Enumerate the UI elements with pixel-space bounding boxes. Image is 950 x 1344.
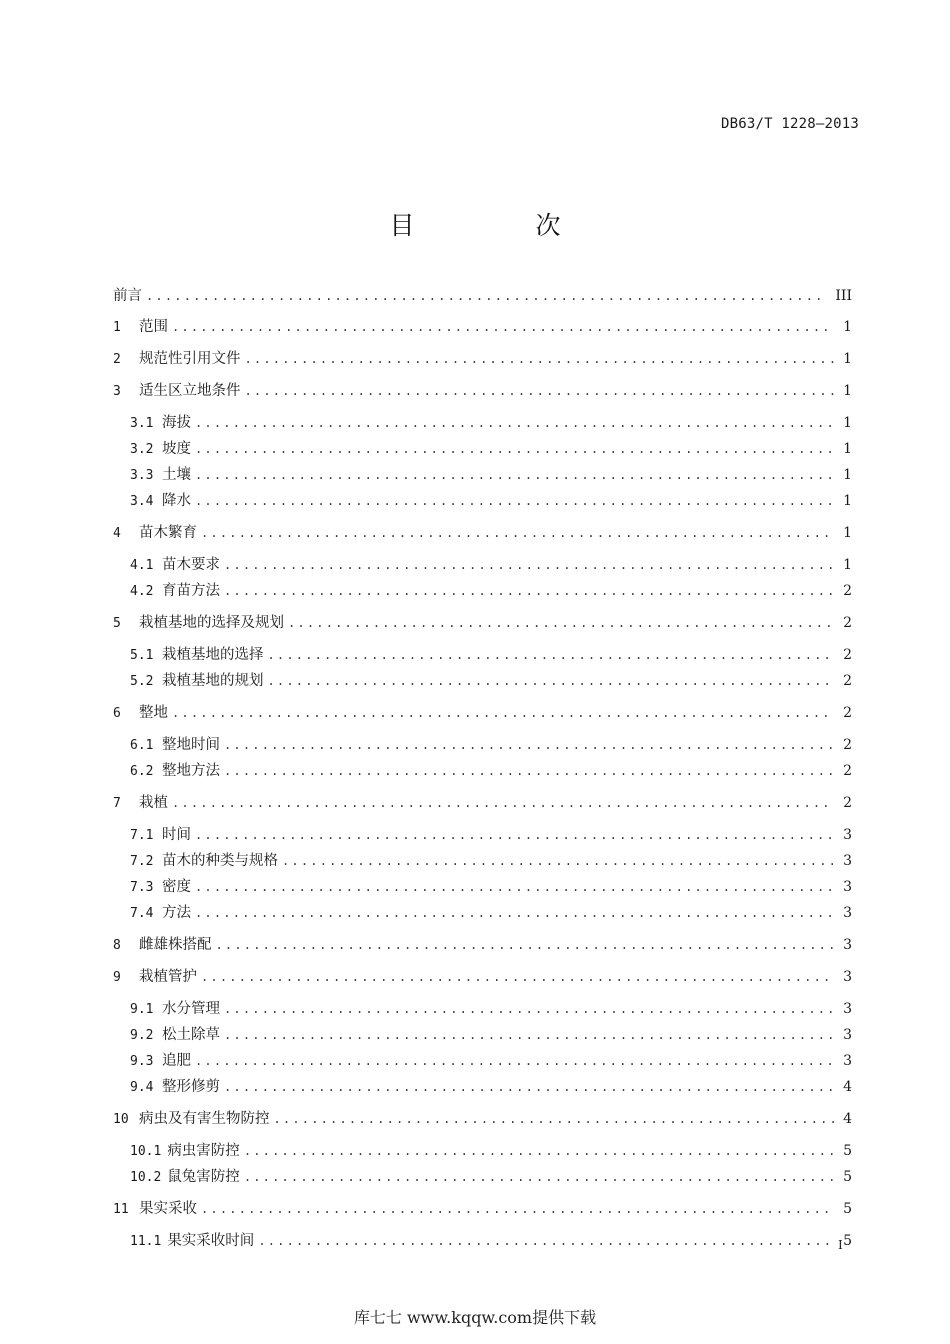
toc-entry-page: 1 — [843, 441, 852, 457]
toc-entry[interactable] — [113, 1025, 852, 1046]
toc-entry-number: 5.1 — [130, 648, 154, 663]
toc-entry[interactable] — [113, 465, 852, 486]
toc-dot-leader — [224, 735, 834, 755]
toc-dot-leader — [224, 999, 834, 1019]
toc-entry-page: 1 — [843, 493, 852, 509]
toc-entry[interactable] — [113, 825, 852, 846]
toc-entry-label: 栽植基地的选择 — [162, 647, 264, 663]
toc-entry-number: 3.3 — [130, 468, 154, 483]
toc-entry[interactable] — [113, 903, 852, 924]
toc-entry-number: 3.4 — [130, 494, 154, 509]
toc-entry-page: 3 — [843, 969, 852, 985]
toc-entry[interactable] — [113, 1231, 852, 1252]
toc-dot-leader — [224, 555, 834, 575]
toc-entry[interactable] — [113, 967, 852, 988]
toc-entry-number: 9.2 — [130, 1028, 154, 1043]
toc-entry-page: 4 — [843, 1079, 852, 1095]
toc-entry-label: 栽植基地的选择及规划 — [139, 615, 284, 631]
toc-entry-page: 1 — [843, 383, 852, 399]
toc-entry[interactable] — [113, 703, 852, 724]
toc-entry[interactable] — [113, 877, 852, 898]
toc-entry-number: 11.1 — [130, 1234, 162, 1249]
toc-entry-label: 病虫害防控 — [167, 1143, 240, 1159]
toc-dot-leader — [195, 465, 834, 485]
toc-entry[interactable] — [113, 851, 852, 872]
toc-entry[interactable] — [113, 613, 852, 634]
toc-entry-label: 时间 — [162, 827, 191, 843]
toc-entry-number: 3.1 — [130, 416, 154, 431]
toc-entry-number: 7.1 — [130, 828, 154, 843]
toc-entry[interactable] — [113, 1199, 852, 1220]
toc-entry-page: 1 — [843, 415, 852, 431]
toc-dot-leader — [172, 317, 834, 337]
toc-entry-label: 整地 — [139, 705, 168, 721]
toc-dot-leader — [146, 286, 827, 306]
toc-entry-page: 1 — [843, 525, 852, 541]
toc-entry-page: 1 — [843, 351, 852, 367]
toc-entry-number: 9 — [113, 970, 121, 985]
toc-entry[interactable] — [113, 1051, 852, 1072]
toc-entry-number: 1 — [113, 320, 121, 335]
toc-dot-leader — [282, 851, 834, 871]
toc-entry-label: 土壤 — [162, 467, 191, 483]
toc-entry[interactable] — [113, 349, 852, 370]
toc-entry-number: 7.4 — [130, 906, 154, 921]
toc-entry[interactable] — [113, 761, 852, 782]
toc-entry-label: 密度 — [162, 879, 191, 895]
toc-entry-number: 10 — [113, 1112, 129, 1127]
toc-dot-leader — [245, 349, 835, 369]
toc-entry[interactable] — [113, 935, 852, 956]
toc-entry-page: 1 — [843, 467, 852, 483]
page-number: I — [838, 1238, 843, 1252]
toc-entry-label: 规范性引用文件 — [139, 351, 241, 367]
toc-entry-page: 5 — [843, 1169, 852, 1185]
toc-entry-number: 9.4 — [130, 1080, 154, 1095]
toc-entry[interactable] — [113, 381, 852, 402]
toc-dot-leader — [244, 1167, 834, 1187]
toc-dot-leader — [274, 1109, 835, 1129]
toc-dot-leader — [195, 439, 834, 459]
toc-entry-label: 坡度 — [162, 441, 191, 457]
toc-entry-label: 整地时间 — [162, 737, 220, 753]
toc-entry-page: 5 — [843, 1233, 852, 1249]
toc-entry-label: 苗木的种类与规格 — [162, 853, 278, 869]
toc-entry-number: 10.2 — [130, 1170, 162, 1185]
toc-dot-leader — [195, 413, 834, 433]
toc-entry-number: 4.1 — [130, 558, 154, 573]
toc-entry-number: 6 — [113, 706, 121, 721]
toc-entry[interactable] — [113, 1141, 852, 1162]
toc-dot-leader — [195, 825, 834, 845]
toc-entry-page: 2 — [843, 763, 852, 779]
toc-entry-number: 4.2 — [130, 584, 154, 599]
toc-entry-page: 3 — [843, 853, 852, 869]
toc-entry-page: 2 — [843, 647, 852, 663]
toc-entry-page: 3 — [843, 1053, 852, 1069]
toc-entry-number: 7.3 — [130, 880, 154, 895]
toc-dot-leader — [216, 935, 835, 955]
footer-download-note: 库七七 www.kqqw.com提供下载 — [353, 1308, 597, 1327]
toc-entry[interactable] — [113, 317, 852, 338]
toc-dot-leader — [201, 1199, 834, 1219]
toc-entry-label: 果实采收时间 — [167, 1233, 255, 1249]
toc-entry[interactable] — [113, 523, 852, 544]
toc-entry[interactable] — [113, 1077, 852, 1098]
table-of-contents — [113, 286, 852, 1252]
toc-entry-number: 9.3 — [130, 1054, 154, 1069]
toc-entry-label: 栽植 — [139, 795, 168, 811]
document-code: DB63/T 1228—2013 — [720, 116, 859, 132]
toc-dot-leader — [172, 703, 834, 723]
toc-entry-page: 3 — [843, 905, 852, 921]
toc-dot-leader — [245, 381, 835, 401]
toc-dot-leader — [224, 1077, 834, 1097]
toc-entry-number: 5 — [113, 616, 121, 631]
toc-entry[interactable] — [113, 1167, 852, 1188]
toc-entry-label: 雌雄株搭配 — [139, 937, 212, 953]
toc-entry-page: 3 — [843, 937, 852, 953]
toc-entry-label: 育苗方法 — [162, 583, 220, 599]
toc-entry-page: 4 — [843, 1111, 852, 1127]
toc-entry[interactable] — [113, 581, 852, 602]
toc-entry-number: 3 — [113, 384, 121, 399]
toc-entry[interactable] — [113, 439, 852, 460]
toc-entry-page: 3 — [843, 879, 852, 895]
toc-entry-label: 整地方法 — [162, 763, 220, 779]
toc-dot-leader — [224, 1025, 834, 1045]
toc-entry-label: 松土除草 — [162, 1027, 220, 1043]
toc-entry-page: 3 — [843, 827, 852, 843]
toc-entry-label: 栽植基地的规划 — [162, 673, 264, 689]
toc-entry-page: 2 — [843, 795, 852, 811]
toc-entry[interactable] — [113, 999, 852, 1020]
toc-entry[interactable] — [113, 555, 852, 576]
toc-entry-page: 5 — [843, 1143, 852, 1159]
toc-entry-page: 2 — [843, 673, 852, 689]
toc-entry-number: 11 — [113, 1202, 129, 1217]
toc-entry-page: 2 — [843, 705, 852, 721]
toc-dot-leader — [201, 967, 834, 987]
toc-entry-page: 5 — [843, 1201, 852, 1217]
toc-dot-leader — [288, 613, 834, 633]
toc-entry-number: 9.1 — [130, 1002, 154, 1017]
toc-dot-leader — [224, 761, 834, 781]
toc-entry[interactable] — [113, 1109, 852, 1130]
toc-dot-leader — [268, 671, 835, 691]
toc-dot-leader — [195, 877, 834, 897]
toc-entry[interactable] — [113, 671, 852, 692]
toc-entry-page: 2 — [843, 583, 852, 599]
toc-dot-leader — [258, 1231, 834, 1251]
toc-entry-page: 3 — [843, 1001, 852, 1017]
toc-entry-page: III — [835, 288, 852, 304]
toc-dot-leader — [244, 1141, 834, 1161]
toc-entry-number: 2 — [113, 352, 121, 367]
toc-dot-leader — [195, 903, 834, 923]
toc-entry-number: 7 — [113, 796, 121, 811]
toc-entry[interactable] — [113, 793, 852, 814]
toc-entry-number: 6.2 — [130, 764, 154, 779]
toc-entry[interactable] — [113, 413, 852, 434]
toc-entry-label: 前言 — [113, 288, 142, 304]
toc-entry-page: 3 — [843, 1027, 852, 1043]
toc-entry[interactable] — [113, 286, 852, 306]
toc-dot-leader — [195, 1051, 834, 1071]
toc-entry[interactable] — [113, 645, 852, 666]
toc-entry-label: 鼠兔害防控 — [167, 1169, 240, 1185]
toc-dot-leader — [195, 491, 834, 511]
toc-entry-number: 8 — [113, 938, 121, 953]
toc-entry-page: 2 — [843, 737, 852, 753]
toc-entry-label: 追肥 — [162, 1053, 191, 1069]
toc-entry-number: 3.2 — [130, 442, 154, 457]
toc-title: 目 次 — [389, 211, 609, 240]
toc-entry[interactable] — [113, 491, 852, 512]
toc-entry-label: 苗木要求 — [162, 557, 220, 573]
toc-entry-label: 栽植管护 — [139, 969, 197, 985]
toc-entry-number: 4 — [113, 526, 121, 541]
toc-dot-leader — [224, 581, 834, 601]
toc-dot-leader — [172, 793, 834, 813]
toc-entry-number: 5.2 — [130, 674, 154, 689]
toc-entry-number: 10.1 — [130, 1144, 162, 1159]
toc-entry-label: 病虫及有害生物防控 — [139, 1111, 270, 1127]
toc-entry-page: 1 — [843, 319, 852, 335]
toc-entry-label: 海拔 — [162, 415, 191, 431]
toc-entry-page: 1 — [843, 557, 852, 573]
toc-entry-page: 2 — [843, 615, 852, 631]
toc-entry-label: 降水 — [162, 493, 191, 509]
toc-entry-label: 果实采收 — [139, 1201, 197, 1217]
toc-entry-number: 7.2 — [130, 854, 154, 869]
toc-dot-leader — [268, 645, 835, 665]
toc-dot-leader — [201, 523, 834, 543]
toc-entry-number: 6.1 — [130, 738, 154, 753]
toc-entry-label: 水分管理 — [162, 1001, 220, 1017]
toc-entry-label: 整形修剪 — [162, 1079, 220, 1095]
toc-entry-label: 适生区立地条件 — [139, 383, 241, 399]
toc-entry-label: 苗木繁育 — [139, 525, 197, 541]
toc-entry-label: 方法 — [162, 905, 191, 921]
toc-entry-label: 范围 — [139, 319, 168, 335]
toc-entry[interactable] — [113, 735, 852, 756]
